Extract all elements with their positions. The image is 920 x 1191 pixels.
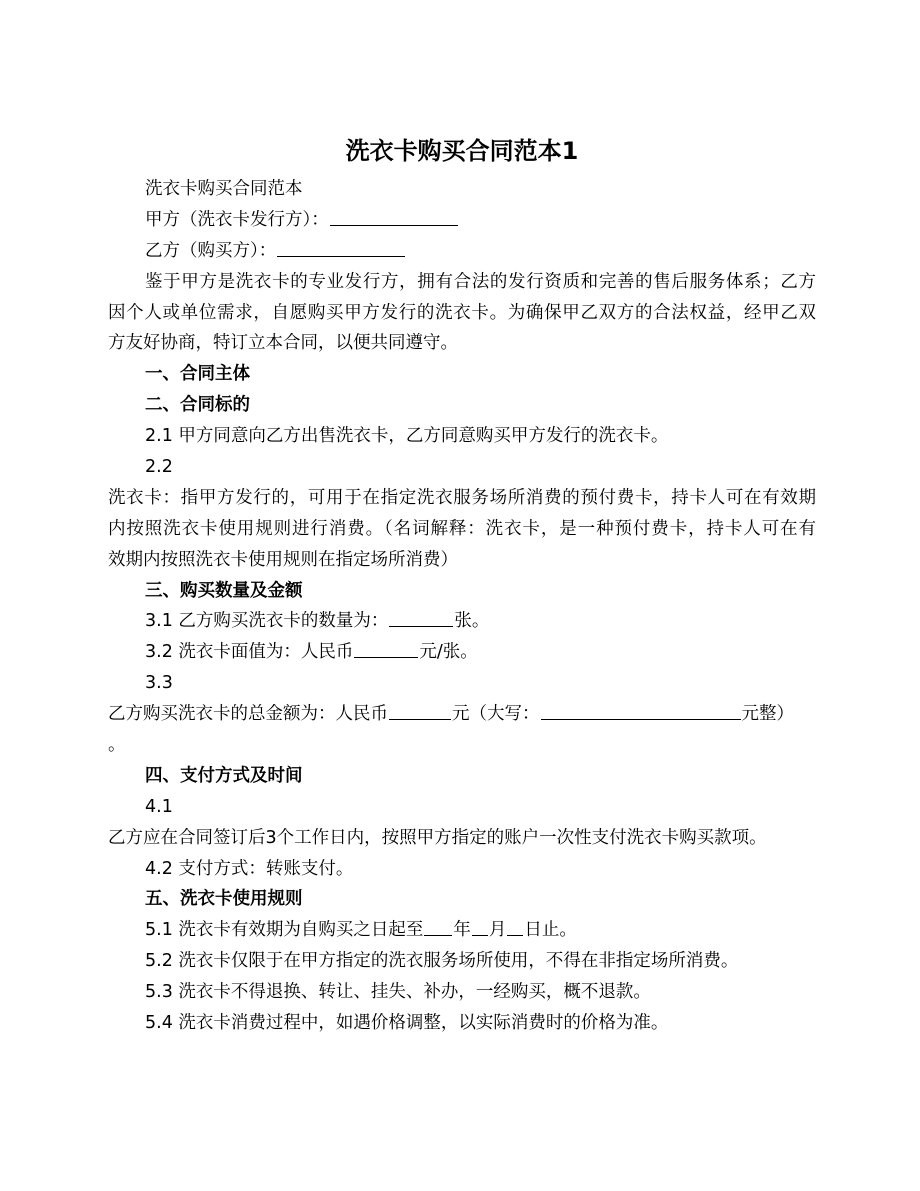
clause-3-3-number: 3.3 xyxy=(145,673,173,694)
preamble-line: 方友好协商，特订立本合同，以便共同遵守。 xyxy=(108,333,458,354)
clause-5-3: 5.3 洗衣卡不得退换、转让、挂失、补办，一经购买，概不退款。 xyxy=(145,982,651,1003)
clause-4-1-number: 4.1 xyxy=(145,796,173,817)
party-a-blank xyxy=(330,206,458,226)
clause-4-1: 乙方应在合同签订后3个工作日内，按照甲方指定的账户一次性支付洗衣卡购买款项。 xyxy=(108,827,767,848)
clause-2-2-line: 内按照洗衣卡使用规则进行消费。（名词解释：洗衣卡，是一种预付费卡，持卡人可在有 xyxy=(108,518,816,539)
clause-text: 日止。 xyxy=(524,920,577,941)
clause-text: 元/张。 xyxy=(419,642,478,663)
clause-2-1: 2.1 甲方同意向乙方出售洗衣卡，乙方同意购买甲方发行的洗衣卡。 xyxy=(145,426,669,447)
amount-in-words-blank xyxy=(541,700,741,720)
preamble-line: 因个人或单位需求，自愿购买甲方发行的洗衣卡。为确保甲乙双方的合法权益，经甲乙双 xyxy=(108,302,816,323)
clause-text: 年 xyxy=(453,920,471,941)
party-b-blank xyxy=(277,237,405,257)
clause-text: 元整） xyxy=(741,704,794,725)
clause-text: 乙方购买洗衣卡的总金额为：人民币 xyxy=(108,704,388,725)
preamble-line: 鉴于甲方是洗衣卡的专业发行方，拥有合法的发行资质和完善的售后服务体系；乙方 xyxy=(145,271,816,292)
party-b-label: 乙方（购买方）： xyxy=(145,240,277,261)
document-title: 洗衣卡购买合同范本1 xyxy=(345,137,579,165)
clause-2-2-number: 2.2 xyxy=(145,457,173,478)
clause-text: 3.1 乙方购买洗衣卡的数量为： xyxy=(145,611,389,632)
subtitle: 洗衣卡购买合同范本 xyxy=(145,179,303,199)
clause-5-4: 5.4 洗衣卡消费过程中，如遇价格调整，以实际消费时的价格为准。 xyxy=(145,1013,669,1034)
clause-text: 5.1 洗衣卡有效期为自购买之日起至 xyxy=(145,920,424,941)
document-page xyxy=(108,133,816,1039)
clause-3-3-end: 。 xyxy=(108,735,126,756)
face-value-blank xyxy=(354,638,418,658)
clause-text: 张。 xyxy=(454,611,490,632)
party-a-line xyxy=(108,205,816,236)
clause-2-2-line: 洗衣卡：指甲方发行的，可用于在指定洗衣服务场所消费的预付费卡，持卡人可在有效期 xyxy=(108,487,816,508)
section-heading: 三、购买数量及金额 xyxy=(145,580,303,601)
year-blank xyxy=(424,916,452,936)
day-blank xyxy=(507,916,523,936)
quantity-blank xyxy=(389,607,453,627)
clause-3-1 xyxy=(108,606,816,637)
total-amount-blank xyxy=(389,700,451,720)
clause-3-2 xyxy=(108,637,816,668)
section-heading: 一、合同主体 xyxy=(145,364,250,385)
clause-5-1 xyxy=(108,915,816,946)
clause-4-2: 4.2 支付方式：转账支付。 xyxy=(145,858,354,879)
clause-text: 元（大写： xyxy=(452,704,540,725)
section-heading: 四、支付方式及时间 xyxy=(145,765,303,786)
section-heading: 五、洗衣卡使用规则 xyxy=(145,889,303,910)
clause-2-2-line: 效期内按照洗衣卡使用规则在指定场所消费） xyxy=(108,549,458,570)
month-blank xyxy=(472,916,488,936)
party-a-label: 甲方（洗衣卡发行方）： xyxy=(145,209,329,230)
clause-5-2: 5.2 洗衣卡仅限于在甲方指定的洗衣服务场所使用，不得在非指定场所消费。 xyxy=(145,951,739,972)
clause-text: 3.2 洗衣卡面值为：人民币 xyxy=(145,642,354,663)
clause-3-3 xyxy=(108,699,816,730)
section-heading: 二、合同标的 xyxy=(145,395,250,416)
party-b-line xyxy=(108,236,816,267)
clause-text: 月 xyxy=(488,920,507,941)
